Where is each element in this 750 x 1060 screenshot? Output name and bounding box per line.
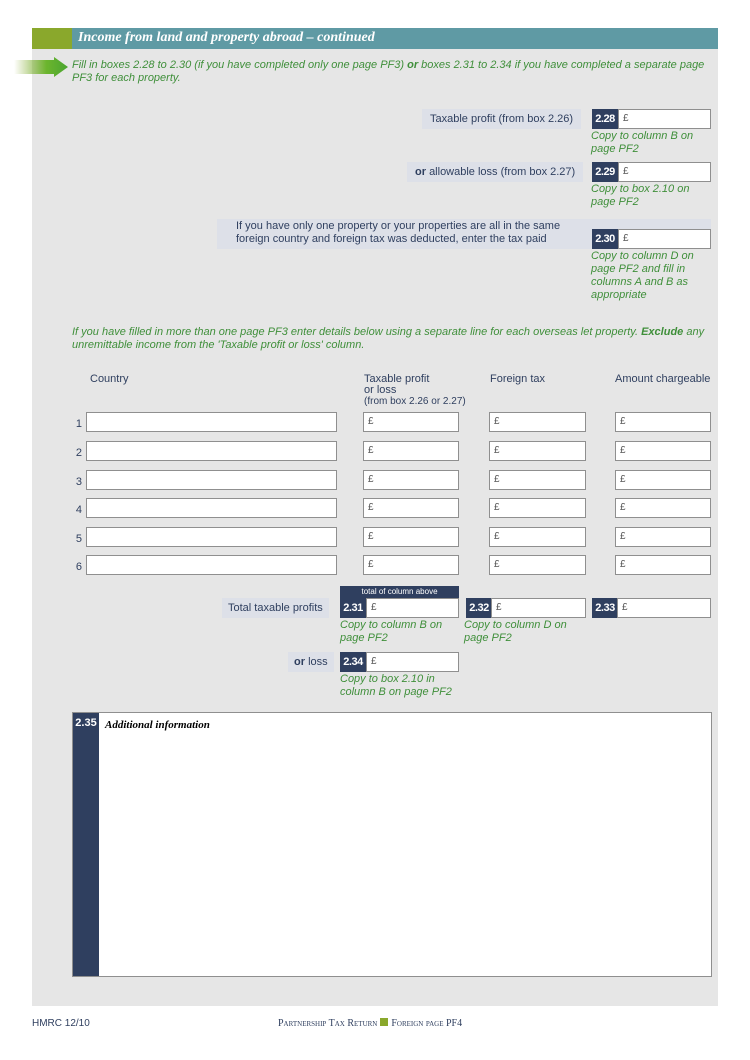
foreign-tax-field[interactable]: £ [489,555,586,575]
arrow-icon [14,57,68,77]
amount-chargeable-field[interactable]: £ [615,527,711,547]
box-number-2-28: 2.28 [592,109,618,129]
foreign-tax-paid-label: If you have only one property or your properties are all in the same foreign country and foreign tax was deducted, enter the tax paid [217,219,711,249]
box-number-2-33: 2.33 [592,598,618,618]
box-2-32-note: Copy to column D on page PF2 [464,619,567,644]
instruction-text: Fill in boxes 2.28 to 2.30 (if you have completed only one page PF3) or boxes 2.31 to 2.34 if you have completed a separate page PF3 for each property. [72,59,705,84]
country-field[interactable] [86,498,337,518]
row-number: 3 [75,476,82,488]
box-2-28-note: Copy to column B on page PF2 [591,130,694,155]
country-field[interactable] [86,441,337,461]
total-of-column-above-label: total of column above [340,586,459,598]
row-number: 4 [75,504,82,516]
box-number-2-30: 2.30 [592,229,618,249]
amount-chargeable-field[interactable]: £ [615,441,711,461]
total-loss-field[interactable]: £ [366,652,459,672]
box-2-34-note: Copy to box 2.10 in column B on page PF2 [340,673,452,698]
row-number: 1 [75,418,82,430]
box-number-2-32: 2.32 [466,598,492,618]
foreign-tax-field[interactable]: £ [489,412,586,432]
taxable-profit-column-header: Taxable profit or loss (from box 2.26 or 2.27) [364,373,466,407]
taxable-profit-field[interactable]: £ [363,441,459,461]
amount-chargeable-column-header: Amount chargeable [615,373,711,385]
box-2-30-note: Copy to column D on page PF2 and fill in columns A and B as appropriate [591,250,694,301]
footer-square-icon [380,1018,388,1026]
multiple-pages-instruction: If you have filled in more than one page PF3 enter details below using a separate line for each overseas let property. Exclude any unremittable income from the 'Taxable profit or loss' column. [72,326,705,351]
row-number: 5 [75,533,82,545]
foreign-tax-paid-field[interactable]: £ [618,229,711,249]
page-footer: Partnership Tax Return Foreign page PF4 [278,1018,463,1029]
box-2-31-note: Copy to column B on page PF2 [340,619,443,644]
section-header [32,28,718,49]
amount-chargeable-field[interactable]: £ [615,412,711,432]
country-column-header: Country [90,373,129,385]
row-number: 2 [75,447,82,459]
allowable-loss-label: or allowable loss (from box 2.27) [407,162,583,182]
total-taxable-profits-field[interactable]: £ [366,598,459,618]
box-number-2-34: 2.34 [340,652,366,672]
foreign-tax-field[interactable]: £ [489,527,586,547]
total-amount-chargeable-field[interactable]: £ [617,598,711,618]
form-reference: HMRC 12/10 [32,1018,90,1029]
taxable-profit-field[interactable]: £ [363,498,459,518]
foreign-tax-field[interactable]: £ [489,470,586,490]
foreign-tax-field[interactable]: £ [489,498,586,518]
total-taxable-profits-label: Total taxable profits [222,598,329,618]
country-field[interactable] [86,470,337,490]
amount-chargeable-field[interactable]: £ [615,555,711,575]
box-2-29-note: Copy to box 2.10 on page PF2 [591,183,690,208]
section-title: Income from land and property abroad – continued [78,30,375,45]
box-number-2-31: 2.31 [340,598,366,618]
foreign-tax-field[interactable]: £ [489,441,586,461]
taxable-profit-field[interactable]: £ [363,555,459,575]
allowable-loss-field[interactable]: £ [618,162,711,182]
total-foreign-tax-field[interactable]: £ [491,598,586,618]
taxable-profit-field[interactable]: £ [363,527,459,547]
foreign-tax-column-header: Foreign tax [490,373,546,385]
box-strip [73,713,99,976]
country-field[interactable] [86,527,337,547]
loss-label: or loss [288,652,334,672]
header-accent [32,28,72,49]
additional-information-label: Additional information [105,719,210,731]
additional-information-field[interactable] [72,712,712,977]
taxable-profit-label: Taxable profit (from box 2.26) [422,109,581,129]
box-number-2-29: 2.29 [592,162,618,182]
country-field[interactable] [86,555,337,575]
amount-chargeable-field[interactable]: £ [615,498,711,518]
row-number: 6 [75,561,82,573]
taxable-profit-field[interactable]: £ [618,109,711,129]
country-field[interactable] [86,412,337,432]
taxable-profit-field[interactable]: £ [363,412,459,432]
amount-chargeable-field[interactable]: £ [615,470,711,490]
box-number-2-35: 2.35 [75,717,97,729]
taxable-profit-field[interactable]: £ [363,470,459,490]
